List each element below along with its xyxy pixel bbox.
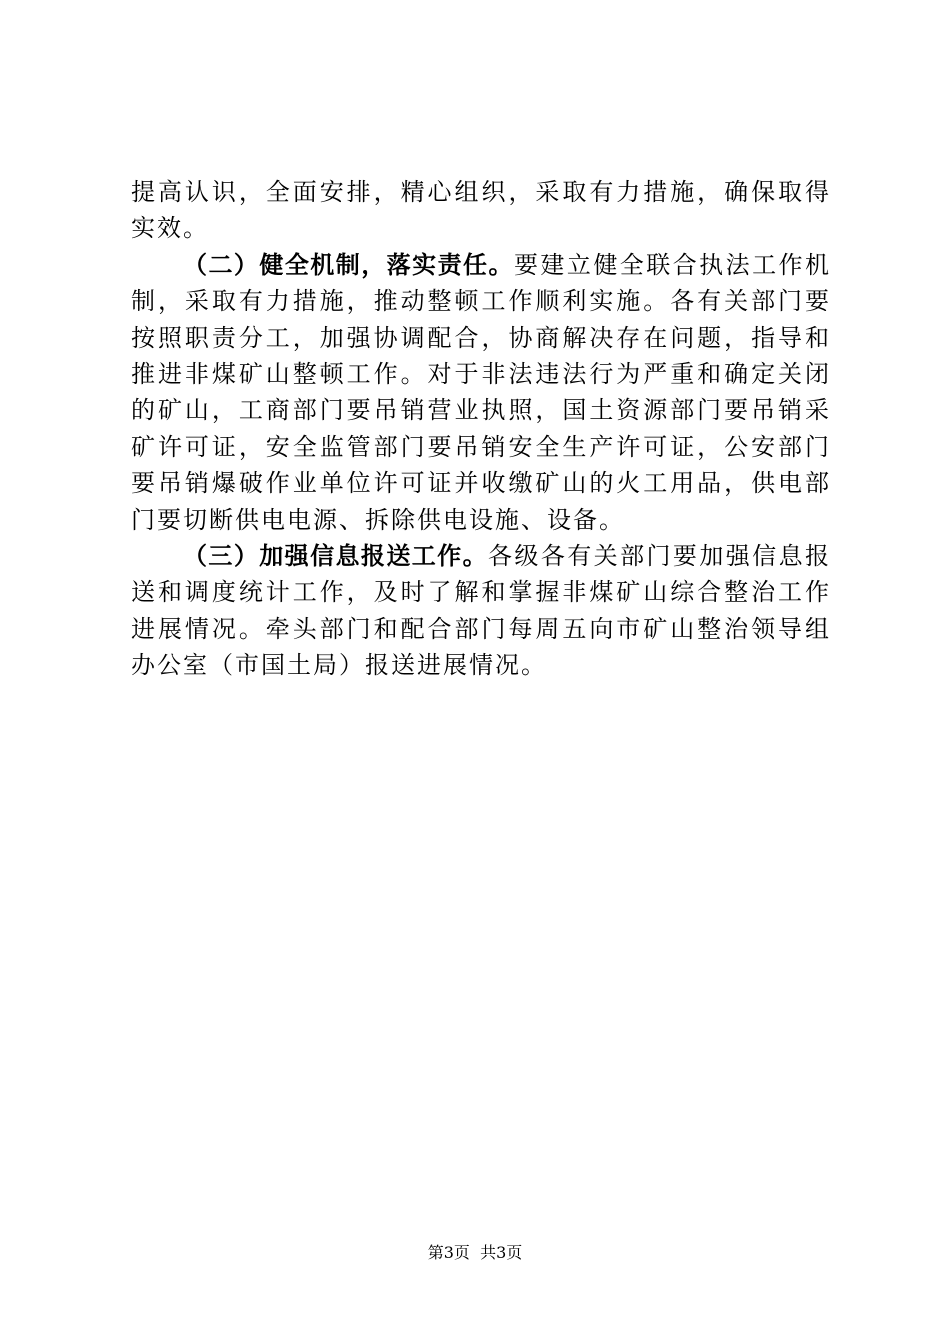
section-heading: （三）加强信息报送工作。 (183, 542, 488, 571)
paragraph-text: 要建立健全联合执法工作机制，采取有力措施，推动整顿工作顺利实施。各有关部门要按照职责分工，加强协调配合，协商解决存在问题，指导和推进非煤矿山整顿工作。对于非法违法行为严重和确定关闭的矿山，工商部门要吊销营业执照，国土资源部门要吊销采矿许可证，安全监管部门要吊销安全生产许可证，公安部门要吊销爆破作业单位许可证并收缴矿山的火工用品，供电部门要切断供电电源、拆除供电设施、设备。 (131, 250, 832, 534)
page-footer (0, 1243, 950, 1263)
section-heading: （二）健全机制，落实责任。 (183, 250, 514, 279)
paragraph-reporting (131, 538, 831, 684)
page-number-label: 第3页 共3页 (427, 1243, 523, 1262)
paragraph-text: 提高认识，全面安排，精心组织，采取有力措施，确保取得实效。 (131, 178, 831, 243)
paragraph-text: 各级各有关部门要加强信息报送和调度统计工作，及时了解和掌握非煤矿山综合整治工作进展情况。牵头部门和配合部门每周五向市矿山整治领导组办公室（市国土局）报送进展情况。 (131, 542, 831, 680)
paragraph-continuation (131, 174, 831, 247)
paragraph-mechanism (131, 247, 831, 538)
document-body (131, 174, 831, 684)
